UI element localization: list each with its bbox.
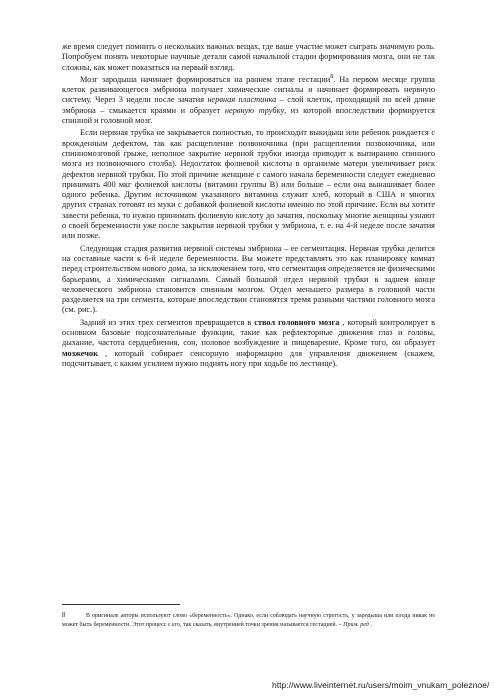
term-neural-tube: нервную трубку [224, 105, 285, 115]
paragraph-1: же время следует помнить о нескольких важных вещах, где ваше участие может сыграть значимую роль. Попробуем понять некоторые научные детали самой начальной стадии формирования мозга, они не так сложны, как может показаться на первый взгляд. [62, 42, 435, 72]
footnote-text: В оригинале авторы используют слово «беременность». Однако, если соблюдать научную строгость, у зародыша или плода никак не может быть беременности. Этот процесс с его, так сказать, внутренней точки зрения называется гестацией. – [62, 613, 435, 628]
term-brainstem: ствол головного мозга [254, 317, 340, 327]
footnote [62, 611, 435, 630]
paragraph-5-text-a: Задний из этих трех сегментов превращается в [80, 317, 255, 327]
footnote-reference[interactable]: 8 [330, 74, 334, 81]
term-neural-plate: нервная пластинка [207, 95, 277, 105]
term-cerebellum: мозжечок [62, 348, 98, 358]
watermark-url[interactable]: http://www.liveinternet.ru/users/moim_vnukam_poleznoe/ [272, 680, 490, 690]
paragraph-4: Следующая стадия развития нервной системы эмбриона – ее сегментация. Нервная трубка делится на составные части к 6-й неделе беременности. Вы можете представлять это как планировку комнат перед строительством нового дома, за исключением того, что сегментация определяется не физическими барьерами, а химическими сигналами. Самый большой отдел нервной трубки в заднем конце человеческого эмбриона становится спинным мозгом. Отдел меньшего размера в головной части разделяется на три сегмента, которые впоследствии становятся тремя разными частями головного мозга (см. рис.). [62, 243, 435, 315]
paragraph-2-text-b: . На первом месяце группа клеток развивающегося эмбриона получает химические сигналы и начинает формировать нервную систему. Через 3 недели после зачатия [62, 74, 435, 105]
paragraph-2 [62, 75, 435, 126]
footnote-tail: . [368, 622, 372, 628]
paragraph-2-text-c: – слой клеток, проходящий по всей длине эмбриона – смыкается краями и образует [62, 95, 436, 115]
footnote-number: 8 [62, 611, 66, 619]
paragraph-5-text-b: , который контролирует в основном базовые подсознательные функции, такие как рефлекторные движения глаз и головы, дыхание, частота сердцебиения, сон, половое возбуждение и пищеварение. Кроме того, он образует [62, 317, 435, 348]
page-body [62, 42, 435, 371]
paragraph-5 [62, 318, 435, 369]
paragraph-3: Если нервная трубка не закрывается полностью, то происходит выкидыш или ребенок рождается с врожденным дефектом, так как расщепление позвоночника (при расщеплении позвоночника, или спинномозговой грыже, неполное закрытие нервной трубки иногда приводит к выпиранию спинного мозга из позвоночного столба). Недостаток фолиевой кислоты в организме матери увеличивает риск дефектов нервной трубки. По этой причине женщине с самого начала беременности следует ежедневно принимать 400 мкг фолиевой кислоты (витамин группы B) или больше – если она вынашивает более одного ребенка. Другим источником указанного витамина служит хлеб, который в США и многих других странах готовят из муки с добавкой фолиевой кислоты именно по этой причине. Если вы хотите завести ребенка, то нужно принимать фолиевую кислоту до зачатия, поскольку многие женщины узнают о своей беременности уже после закрытия нервной трубки у эмбриона, т. е. на 4-й неделе после зачатия или позже. [62, 128, 435, 241]
paragraph-2-text-d: , из которой впоследствии формируется спинной и головной мозг. [62, 105, 435, 126]
footnote-editor-note: Прим. ред [343, 622, 369, 628]
footnote-divider [62, 604, 180, 605]
paragraph-2-text-a: Мозг зародыша начинает формироваться на раннем этапе гестации [80, 74, 331, 84]
paragraph-5-text-c: , который собирает сенсорную информацию для управления движением (скажем, подсчитывает, с каким усилием нужно поднять ногу при ходьбе по лестнице). [62, 348, 435, 368]
